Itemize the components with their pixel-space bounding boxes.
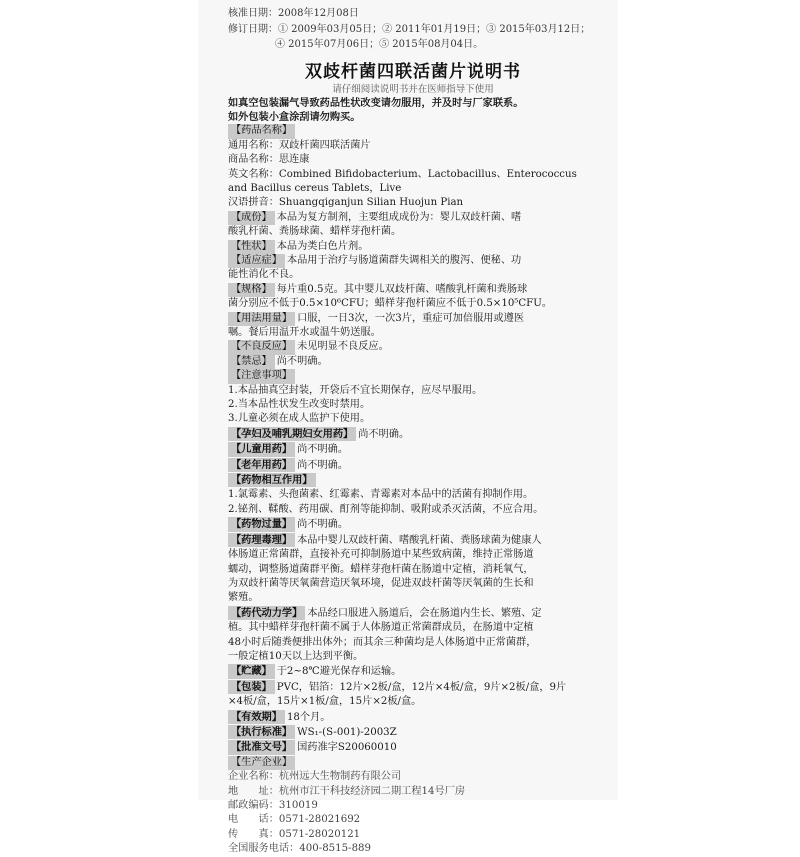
section-pharmacology: [228, 533, 598, 606]
adverse-text: 未见明显不良反应。: [297, 341, 389, 353]
heading-precautions: 【注意事项】: [228, 369, 295, 383]
pharmacology-text-5: 繁殖。: [228, 592, 259, 604]
appearance-text: 本品为类白色片剂。: [276, 240, 369, 252]
heading-dosage: 【用法用量】: [228, 312, 295, 326]
pk-text-4: 一般定植10天以上达到平衡。: [228, 650, 364, 662]
indications-text-2: 能性消化不良。: [228, 269, 300, 281]
pk-text-2: 植。其中蜡样芽孢杆菌不属于人体肠道正常菌群成员，在肠道中定植: [228, 622, 534, 634]
heading-indications: 【适应症】: [228, 254, 285, 268]
heading-overdose: 【药物过量】: [228, 517, 295, 531]
pk-text-1: 本品经口服进入肠道后，会在肠道内生长、繁殖、定: [307, 607, 542, 619]
spec-text-2: 菌分别应不低于0.5×10⁶CFU；蜡样芽孢杆菌应不低于0.5×10⁵CFU。: [228, 298, 553, 310]
pharmacology-text-1: 本品中婴儿双歧杆菌、嗜酸乳杆菌、粪肠球菌为健康人: [297, 534, 542, 546]
section-approval-number: [228, 740, 598, 755]
contra-text: 尚不明确。: [276, 355, 328, 367]
approval-number-text: 国药准字S20060010: [297, 742, 397, 754]
heading-appearance: 【性状】: [228, 240, 275, 254]
section-elderly: [228, 458, 598, 473]
package-insert-sheet: [198, 0, 618, 855]
manufacturer-phone: 电 话：0571-28021692: [228, 814, 361, 826]
document-title: 双歧杆菌四联活菌片说明书: [305, 61, 521, 82]
english-name-1: 英文名称：Combined Bifidobacterium、Lactobacillus、Enterococcus: [228, 168, 577, 180]
storage-notice: [228, 96, 598, 125]
heading-elderly: 【老年用药】: [228, 458, 295, 472]
notice-line-1: 如真空包装漏气导致药品性状改变请勿服用，并及时与厂家联系。: [228, 96, 524, 109]
heading-drug-name: 【药品名称】: [228, 124, 295, 138]
heading-specification: 【规格】: [228, 283, 275, 297]
revision-dates-1: 修订日期：① 2009年03月05日；② 2011年01月19日；③ 2015年03月12日；: [228, 23, 591, 35]
dosage-text-2: 嘱。餐后用温开水或温牛奶送服。: [228, 327, 381, 338]
document-subtitle: 请仔细阅读说明书并在医师指导下使用: [332, 83, 494, 95]
precaution-item: 1.本品抽真空封装，开袋后不宜长期保存，应尽早服用。: [228, 384, 483, 396]
heading-validity: 【有效期】: [228, 710, 285, 724]
heading-contraindications: 【禁忌】: [228, 355, 275, 369]
pharmacology-text-4: 为双歧杆菌等厌氧菌营造厌氧环境，促进双歧杆菌等厌氧菌的生长和: [228, 577, 534, 589]
pregnancy-text: 尚不明确。: [358, 428, 410, 440]
package-text-1: PVC，铝箔：12片×2板/盒，12片×4板/盒，9片×2板/盒，9片: [276, 681, 567, 693]
manufacturer-name: 企业名称：杭州远大生物制药有限公司: [228, 771, 402, 783]
heading-standard: 【执行标准】: [228, 725, 295, 739]
heading-package: 【包装】: [228, 680, 275, 694]
heading-pregnancy: 【孕妇及哺乳期妇女用药】: [228, 427, 356, 441]
section-interactions: [228, 473, 598, 517]
revision-dates-2: ④ 2015年07月06日；⑤ 2015年08月04日。: [275, 39, 484, 50]
spec-text-1: 每片重0.5克。其中婴儿双歧杆菌、嗜酸乳杆菌和粪肠球: [276, 283, 528, 295]
heading-ingredients: 【成份】: [228, 211, 275, 225]
section-manufacturer: [228, 756, 598, 857]
section-precautions: [228, 369, 598, 427]
section-standard: [228, 725, 598, 740]
heading-children: 【儿童用药】: [228, 442, 295, 456]
ingredients-text-1: 本品为复方制剂，主要组成成份为：婴儿双歧杆菌、嗜: [276, 211, 522, 223]
notice-line-2: 如外包装小盒涂刮请勿购买。: [228, 110, 361, 123]
pharmacology-text-2: 体肠道正常菌群，直接补充可抑制肠道中某些致病菌，维持正常肠道: [228, 549, 534, 561]
section-dosage: [228, 312, 598, 341]
children-text: 尚不明确。: [297, 444, 349, 456]
section-adverse-reactions: [228, 340, 598, 354]
heading-storage: 【贮藏】: [228, 664, 275, 678]
manufacturer-hotline: 全国服务电话：400-8515-889: [228, 843, 372, 855]
section-package: [228, 680, 598, 710]
dosage-text-1: 口服，一日3次，一次3片，重症可加倍服用或遵医: [297, 312, 525, 324]
manufacturer-postal: 邮政编码：310019: [228, 800, 318, 811]
interaction-item: 2.铋剂、鞣酸、药用碳、酊剂等能抑制、吸附或杀灭活菌，不应合用。: [228, 503, 544, 515]
standard-text: WS₁-(S-001)-2003Z: [297, 726, 397, 738]
heading-pharmacokinetics: 【药代动力学】: [228, 606, 305, 620]
heading-pharmacology: 【药理毒理】: [228, 533, 295, 547]
indications-text-1: 本品用于治疗与肠道菌群失调相关的腹泻、便秘、功: [286, 254, 522, 266]
section-pregnancy: [228, 427, 598, 442]
precaution-item: 2.当本品性状发生改变时禁用。: [228, 399, 371, 411]
interaction-item: 1.氯霉素、头孢菌素、红霉素、青霉素对本品中的活菌有抑制作用。: [228, 489, 534, 501]
insert-content: [228, 6, 598, 857]
pk-text-3: 48小时后随粪便排出体外；而其余三种菌均是人体肠道中正常菌群，: [228, 636, 537, 648]
manufacturer-address: 地 址：杭州市江干科技经济园二期工程14号厂房: [228, 785, 466, 797]
section-validity: [228, 710, 598, 725]
elderly-text: 尚不明确。: [297, 459, 349, 471]
trade-name: 商品名称：思连康: [228, 154, 310, 166]
generic-name: 通用名称：双歧杆菌四联活菌片: [228, 139, 371, 151]
validity-text: 18个月。: [286, 711, 331, 723]
overdose-text: 尚不明确。: [297, 519, 349, 531]
section-appearance: [228, 240, 598, 254]
pharmacology-text-3: 蠕动，调整肠道菌群平衡。蜡样芽孢杆菌在肠道中定植，消耗氧气，: [228, 563, 534, 575]
heading-adverse: 【不良反应】: [228, 340, 295, 354]
precaution-item: 3.儿童必须在成人监护下使用。: [228, 413, 371, 425]
section-ingredients: [228, 211, 598, 240]
heading-manufacturer: 【生产企业】: [228, 756, 295, 770]
section-drug-name: [228, 124, 598, 210]
heading-interactions: 【药物相互作用】: [228, 473, 316, 487]
english-name-2: and Bacillus cereus Tablets，Live: [228, 182, 402, 194]
section-storage: [228, 664, 598, 679]
approval-block: [228, 6, 598, 53]
section-children: [228, 442, 598, 457]
approval-date: 核准日期：2008年12月08日: [228, 8, 359, 19]
storage-text: 于2~8℃避光保存和运输。: [276, 666, 402, 678]
manufacturer-fax: 传 真：0571-28020121: [228, 828, 361, 840]
pinyin-name: 汉语拼音：Shuangqiganjun Silian Huojun Pian: [228, 197, 464, 209]
section-overdose: [228, 517, 598, 532]
section-pharmacokinetics: [228, 606, 598, 665]
section-contraindications: [228, 355, 598, 369]
heading-approval-number: 【批准文号】: [228, 740, 295, 754]
section-specification: [228, 283, 598, 312]
ingredients-text-2: 酸乳杆菌、粪肠球菌、蜡样芽孢杆菌。: [228, 226, 402, 238]
section-indications: [228, 254, 598, 283]
package-text-2: ×4板/盒，15片×1板/盒，15片×2板/盒。: [228, 696, 422, 708]
